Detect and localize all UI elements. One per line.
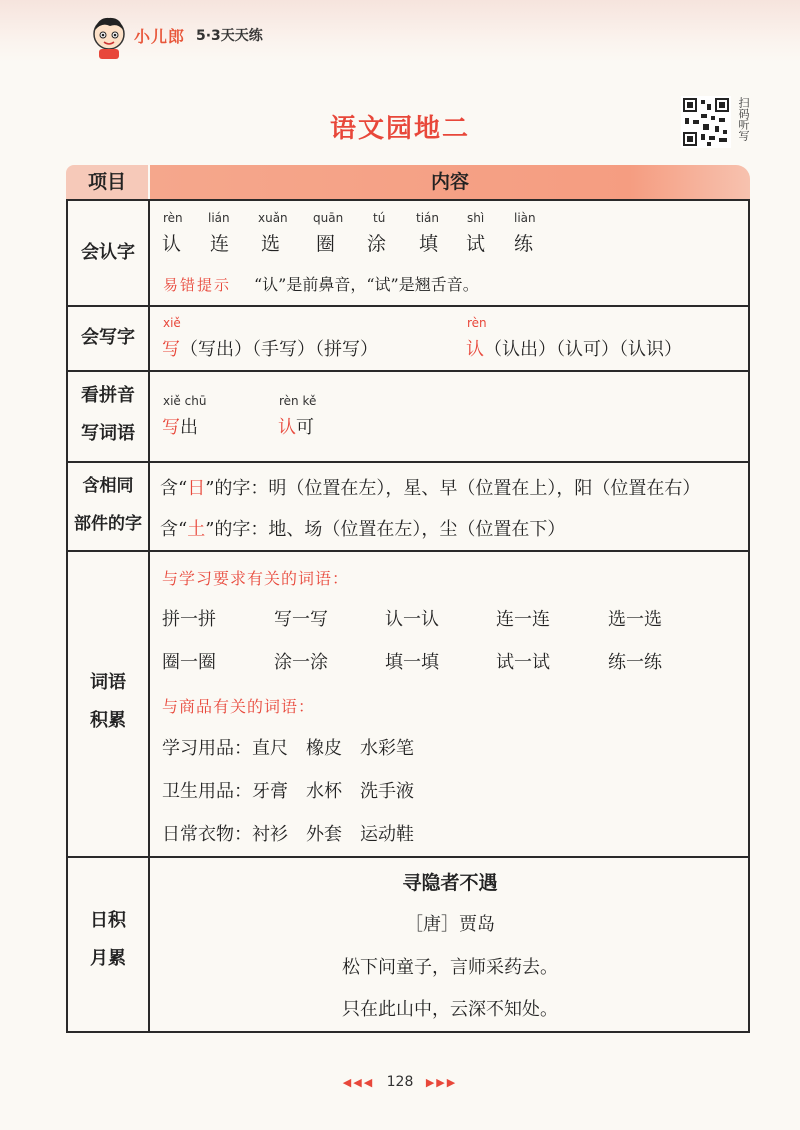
word: 认一认 bbox=[385, 609, 439, 630]
row-label-huixiezi: 会写字 bbox=[81, 327, 135, 348]
answer-char: 可 bbox=[296, 417, 314, 438]
word: 拼一拼 bbox=[162, 609, 216, 630]
word-renke bbox=[278, 413, 314, 439]
row-label-rijilei bbox=[68, 902, 148, 978]
brand-name: 小儿郎 bbox=[134, 27, 186, 46]
poem-line: 只在此山中，云深不知处。 bbox=[342, 999, 558, 1020]
example-words: （认出）（认可）（认识） bbox=[484, 339, 682, 360]
table-divider bbox=[148, 199, 150, 1033]
goods-line: 卫生用品：牙膏 水杯 洗手液 bbox=[162, 781, 414, 802]
label-line: 月累 bbox=[90, 948, 126, 969]
column-header-content: 内容 bbox=[150, 165, 750, 199]
poem-author: ［唐］贾岛 bbox=[405, 914, 495, 935]
label-line: 日积 bbox=[90, 910, 126, 931]
pinyin: xiě bbox=[163, 316, 181, 330]
page-title: 语文园地二 bbox=[329, 114, 470, 144]
word: 选一选 bbox=[608, 609, 662, 630]
text: 含“ bbox=[160, 478, 188, 499]
character: 连 bbox=[210, 233, 230, 255]
poem-title: 寻隐者不遇 bbox=[402, 872, 498, 894]
series-name: 5·3天天练 bbox=[196, 28, 263, 44]
word: 练一练 bbox=[608, 652, 662, 673]
row-label-ciyu bbox=[68, 664, 148, 740]
component-char: 土 bbox=[187, 519, 206, 540]
label-line: 看拼音 bbox=[81, 385, 135, 406]
character: 填 bbox=[419, 233, 439, 255]
row-divider bbox=[66, 550, 750, 552]
row-divider bbox=[66, 305, 750, 307]
label-line: 部件的字 bbox=[74, 514, 142, 534]
character: 认 bbox=[162, 233, 182, 255]
row-label-huirenzi: 会认字 bbox=[81, 242, 135, 263]
right-arrows-icon: ▶▶▶ bbox=[425, 1076, 458, 1089]
word: 写一写 bbox=[274, 609, 328, 630]
mascot-logo-icon bbox=[88, 14, 130, 60]
word: 连一连 bbox=[496, 609, 550, 630]
character: 试 bbox=[466, 233, 486, 255]
example-words: （写出）（手写）（拼写） bbox=[180, 339, 378, 360]
left-arrows-icon: ◀◀◀ bbox=[342, 1076, 375, 1089]
component-line-ri bbox=[160, 474, 700, 500]
row-divider bbox=[66, 370, 750, 372]
poem-line: 松下问童子，言师采药去。 bbox=[342, 957, 558, 978]
row-divider bbox=[66, 461, 750, 463]
qr-label: 扫码听写 bbox=[737, 97, 750, 141]
write-item-xie bbox=[162, 335, 378, 361]
category-heading: 与学习要求有关的词语： bbox=[162, 569, 350, 588]
goods-line: 学习用品：直尺 橡皮 水彩笔 bbox=[162, 738, 414, 759]
pinyin: xiě chū bbox=[163, 394, 207, 408]
pinyin: rèn kě bbox=[279, 394, 317, 408]
pinyin: rèn bbox=[467, 316, 487, 330]
pinyin: rèn bbox=[163, 211, 183, 225]
qr-code-icon[interactable] bbox=[681, 96, 731, 148]
character: 涂 bbox=[367, 233, 387, 255]
pinyin: tú bbox=[373, 211, 386, 225]
pinyin: quān bbox=[313, 211, 344, 225]
answer-char: 写 bbox=[162, 417, 180, 438]
word: 涂一涂 bbox=[274, 652, 328, 673]
target-character: 认 bbox=[466, 339, 484, 360]
row-label-bujian bbox=[68, 467, 148, 543]
column-header-item: 项目 bbox=[66, 165, 148, 199]
word: 圈一圈 bbox=[162, 652, 216, 673]
goods-line: 日常衣物：衬衫 外套 运动鞋 bbox=[162, 824, 414, 845]
word-xiechu bbox=[162, 413, 198, 439]
label-line: 积累 bbox=[90, 710, 126, 731]
pinyin: liàn bbox=[514, 211, 536, 225]
answer-char: 出 bbox=[180, 417, 198, 438]
text: ”的字：地、场（位置在左），尘（位置在下） bbox=[205, 519, 566, 540]
row-label-kanpinyin bbox=[68, 377, 148, 453]
write-item-ren bbox=[466, 335, 682, 361]
row-divider bbox=[66, 856, 750, 858]
component-char: 日 bbox=[187, 478, 206, 499]
page-number: 128 bbox=[386, 1074, 414, 1090]
pinyin: xuǎn bbox=[258, 211, 288, 225]
pinyin: shì bbox=[467, 211, 485, 225]
hint-text: “认”是前鼻音，“试”是翘舌音。 bbox=[254, 275, 479, 294]
answer-char: 认 bbox=[278, 417, 296, 438]
text: ”的字：明（位置在左），星、早（位置在上），阳（位置在右） bbox=[205, 478, 701, 499]
word: 试一试 bbox=[496, 652, 550, 673]
word: 填一填 bbox=[385, 652, 439, 673]
character: 选 bbox=[261, 233, 281, 255]
component-line-tu bbox=[160, 515, 565, 541]
page-footer bbox=[0, 1074, 800, 1090]
pinyin: tián bbox=[416, 211, 439, 225]
label-line: 词语 bbox=[90, 672, 126, 693]
pinyin: lián bbox=[208, 211, 230, 225]
character: 练 bbox=[514, 233, 534, 255]
text: 含“ bbox=[160, 519, 188, 540]
character: 圈 bbox=[316, 233, 336, 255]
label-line: 写词语 bbox=[81, 423, 135, 444]
hint-label: 易错提示 bbox=[163, 276, 232, 294]
label-line: 含相同 bbox=[82, 476, 134, 496]
category-heading: 与商品有关的词语： bbox=[162, 697, 316, 716]
target-character: 写 bbox=[162, 339, 180, 360]
